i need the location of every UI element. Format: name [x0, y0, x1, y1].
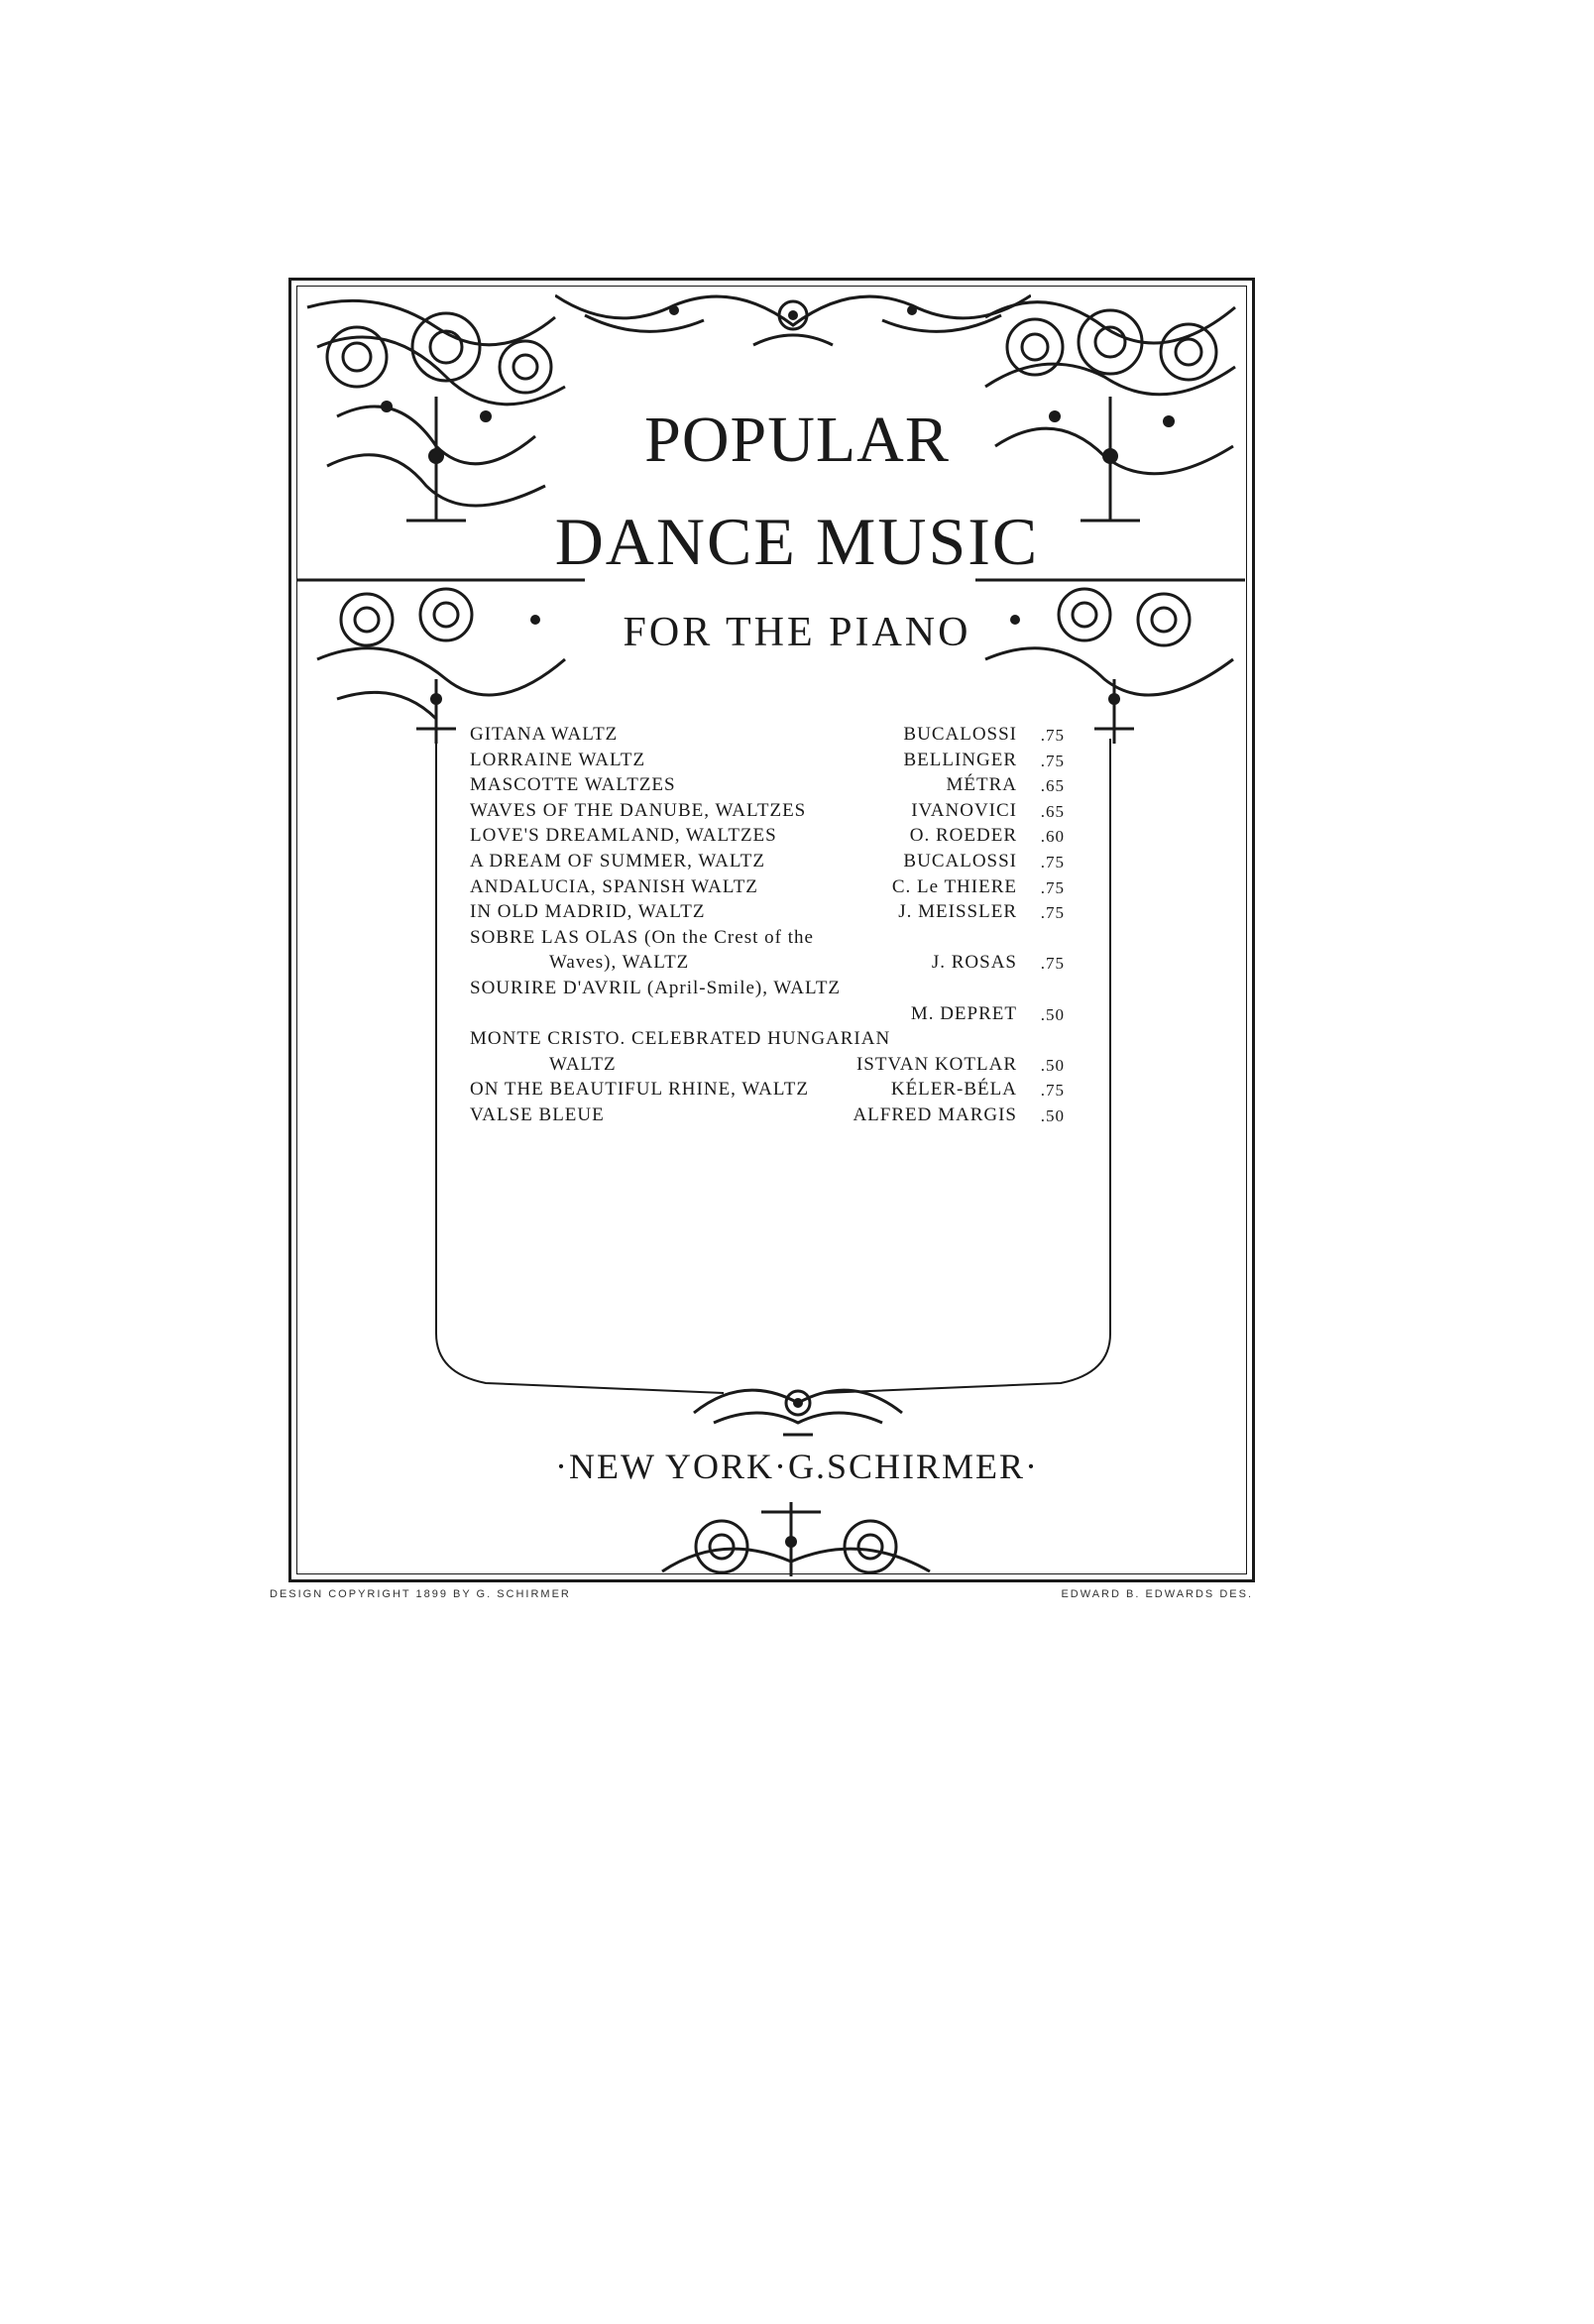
title-line-popular: POPULAR [644, 404, 950, 476]
piece-composer: O. ROEDER [909, 825, 1017, 847]
list-item [470, 851, 1065, 876]
list-item [470, 724, 1065, 750]
top-center-ornament [555, 286, 1031, 365]
title-line-dance-music: DANCE MUSIC [554, 504, 1040, 579]
piece-title: MONTE CRISTO. CELEBRATED HUNGARIAN [470, 1028, 891, 1050]
list-item [470, 825, 1065, 851]
piece-price: .50 [1040, 1004, 1065, 1024]
piece-price: .50 [1040, 1105, 1065, 1125]
piece-title: WAVES OF THE DANUBE, WALTZES [470, 799, 807, 821]
list-item [470, 1104, 1065, 1130]
piece-composer: ALFRED MARGIS [853, 1104, 1017, 1125]
piece-title: ANDALUCIA, SPANISH WALTZ [470, 875, 758, 897]
piece-price: .65 [1040, 776, 1065, 796]
list-item [470, 876, 1065, 902]
list-item [470, 1054, 1065, 1080]
piece-title: LORRAINE WALTZ [470, 749, 646, 770]
mid-left-ornament [297, 570, 585, 749]
list-item [470, 750, 1065, 775]
piece-composer: J. MEISSLER [898, 901, 1017, 923]
piece-title: SOBRE LAS OLAS (On the Crest of the [470, 926, 814, 948]
piece-composer: M. DEPRET [910, 1002, 1017, 1024]
bottom-center-ornament [674, 1373, 922, 1443]
piece-price: .75 [1040, 1081, 1065, 1101]
publisher-imprint: ·NEW YORK·G.SCHIRMER· [555, 1447, 1039, 1486]
piece-price: .75 [1040, 751, 1065, 770]
pieces-list [470, 724, 1065, 1130]
piece-title: SOURIRE D'AVRIL (April-Smile), WALTZ [470, 977, 842, 998]
list-item [470, 901, 1065, 927]
piece-title: MASCOTTE WALTZES [470, 774, 676, 796]
piece-price: .50 [1040, 1055, 1065, 1075]
list-item [470, 1079, 1065, 1104]
piece-composer: BUCALOSSI [903, 850, 1017, 872]
bottom-ornament [642, 1502, 950, 1581]
list-item [470, 774, 1065, 800]
piece-composer: ISTVAN KOTLAR [855, 1053, 1017, 1075]
piece-price: .75 [1040, 877, 1065, 897]
list-item [470, 952, 1065, 978]
design-copyright-credit: DESIGN COPYRIGHT 1899 BY G. SCHIRMER [270, 1588, 571, 1600]
piece-price: .65 [1040, 801, 1065, 821]
piece-title: WALTZ [549, 1053, 617, 1075]
piece-title: ON THE BEAUTIFUL RHINE, WALTZ [470, 1079, 809, 1101]
piece-title: LOVE'S DREAMLAND, WALTZES [470, 825, 777, 847]
list-item [470, 978, 1065, 1003]
mid-right-ornament [975, 570, 1245, 749]
piece-composer: C. Le THIERE [891, 875, 1017, 897]
piece-price: .75 [1040, 954, 1065, 974]
piece-composer: BUCALOSSI [903, 724, 1017, 745]
piece-price: .75 [1040, 903, 1065, 923]
list-item [470, 1028, 1065, 1054]
designer-credit: EDWARD B. EDWARDS DES. [1061, 1588, 1253, 1600]
piece-composer: J. ROSAS [931, 952, 1017, 974]
piece-price: .75 [1040, 852, 1065, 872]
piece-title: GITANA WALTZ [470, 724, 619, 745]
piece-composer: MÉTRA [946, 774, 1017, 796]
piece-title: Waves), WALTZ [549, 952, 690, 974]
piece-title: VALSE BLEUE [470, 1104, 605, 1125]
piece-price: .75 [1040, 726, 1065, 745]
piece-title: IN OLD MADRID, WALTZ [470, 901, 706, 923]
piece-title: A DREAM OF SUMMER, WALTZ [470, 850, 765, 872]
piece-composer: KÉLER-BÉLA [890, 1079, 1017, 1101]
piece-composer: IVANOVICI [911, 799, 1017, 821]
list-item [470, 800, 1065, 826]
piece-composer: BELLINGER [903, 749, 1017, 770]
piece-price: .60 [1040, 827, 1065, 847]
list-item [470, 927, 1065, 953]
list-item [470, 1003, 1065, 1029]
title-line-for-the-piano: FOR THE PIANO [623, 610, 971, 655]
